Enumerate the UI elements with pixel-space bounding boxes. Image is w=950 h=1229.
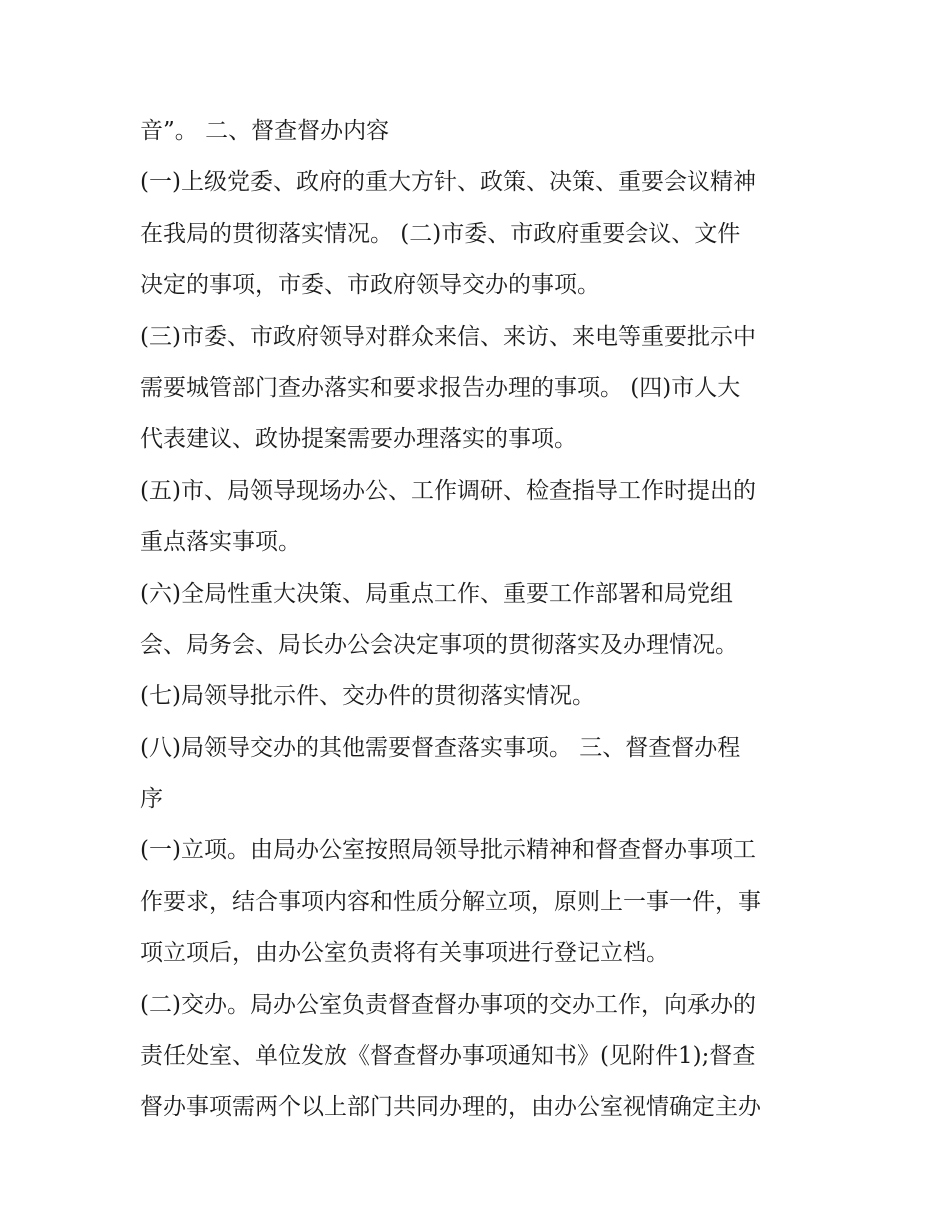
text-line: 责任处室、单位发放《督查督办事项通知书》(见附件1);督查 [140, 1043, 756, 1070]
text-line: (一)立项。由局办公室按照局领导批示精神和督查督办事项工 [140, 837, 756, 864]
text-line: 作要求，结合事项内容和性质分解立项，原则上一事一件，事 [140, 888, 761, 915]
text-line: (八)局领导交办的其他需要督查落实事项。 三、督查督办程 [140, 734, 741, 761]
text-line: 代表建议、政协提案需要办理落实的事项。 [140, 426, 577, 453]
body-text [140, 106, 820, 1134]
text-line: 会、局务会、局长办公会决定事项的贯彻落实及办理情况。 [140, 631, 738, 658]
text-line: (一)上级党委、政府的重大方针、政策、决策、重要会议精神 [140, 169, 756, 196]
text-line: (五)市、局领导现场办公、工作调研、检查指导工作时提出的 [140, 477, 756, 504]
text-line: 需要城管部门查办落实和要求报告办理的事项。 (四)市人大 [140, 374, 741, 401]
text-line: (三)市委、市政府领导对群众来信、来访、来电等重要批示中 [140, 323, 756, 350]
text-line: 在我局的贯彻落实情况。 (二)市委、市政府重要会议、文件 [140, 220, 741, 247]
text-line: 决定的事项，市委、市政府领导交办的事项。 [140, 272, 600, 299]
text-line: 重点落实事项。 [140, 529, 301, 556]
text-line: 督办事项需两个以上部门共同办理的，由办公室视情确定主办 [140, 1094, 761, 1121]
text-line: (二)交办。局办公室负责督查督办事项的交办工作，向承办的 [140, 991, 756, 1018]
text-line: 音”。 二、督查督办内容 [140, 118, 390, 144]
text-line: 序 [140, 786, 163, 813]
text-line: (七)局领导批示件、交办件的贯彻落实情况。 [140, 683, 595, 710]
text-line: (六)全局性重大决策、局重点工作、重要工作部署和局党组 [140, 580, 733, 607]
text-line: 项立项后，由办公室负责将有关事项进行登记立档。 [140, 940, 669, 967]
